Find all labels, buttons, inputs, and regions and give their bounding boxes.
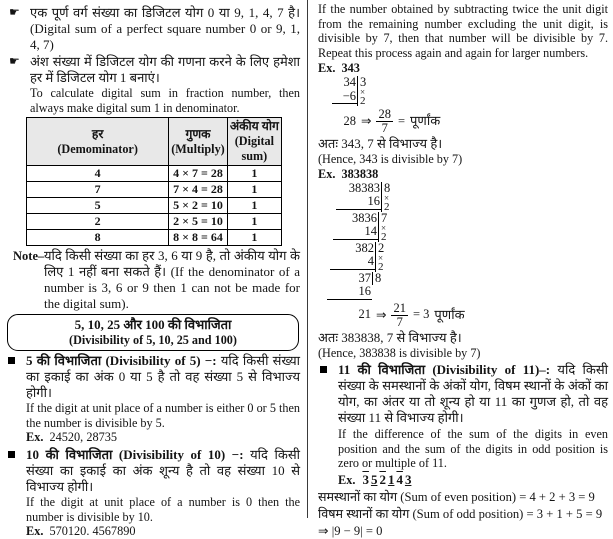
step-left	[330, 242, 375, 270]
example-values: 570120. 4567890	[49, 524, 136, 538]
example-label: Ex.	[318, 166, 336, 181]
integer-label: पूर्णांक	[410, 113, 441, 128]
pointing-hand-icon: ☛	[9, 5, 20, 19]
product: 14	[364, 224, 377, 238]
digit-overlined: 2	[379, 471, 386, 487]
times-sign: ×	[381, 222, 387, 233]
sum-even-position-line: समस्थानों का योग (Sum of even position) = 4 + 2 + 3 = 9	[318, 489, 595, 504]
square-bullet-icon	[8, 357, 15, 364]
section-hindi-text: यदि किसी संख्या के समस्थानों के अंकों योग, विषम स्थानों के अंकों का योग, का अंतर या तो शून्य हो या 11 का गुणज हो, तो वह संख्या 11 से विभाज्य होगी।	[338, 362, 608, 425]
step-left	[336, 182, 381, 210]
step-right	[381, 182, 390, 212]
equals-sign: = 3	[412, 307, 430, 321]
marked-digits	[361, 473, 412, 487]
cell: 1	[227, 230, 281, 246]
header-multiply	[169, 118, 228, 166]
step-row	[324, 212, 608, 242]
digit-overlined: 3	[362, 471, 369, 487]
multiplier-2: 2	[381, 230, 387, 243]
digit-underlined: 1	[387, 471, 395, 487]
implies-arrow: ⇒	[376, 307, 387, 322]
section-divisibility-of-10	[6, 447, 300, 539]
example-value: 383838	[341, 166, 379, 181]
right-column	[308, 0, 613, 538]
step-left	[333, 212, 378, 240]
step-left	[327, 272, 372, 300]
work-343	[332, 76, 608, 106]
example-383838-line	[318, 167, 608, 182]
section-heading: 10 की विभाजिता (Divisibility of 10) −:	[26, 447, 244, 462]
example-line	[26, 430, 300, 445]
example-label: Ex.	[338, 472, 356, 487]
cell: 5	[27, 198, 169, 214]
difference-zero-line: ⇒ |9 − 9| = 0	[318, 523, 383, 538]
bullet-text-hindi: अंश संख्या में डिजिटल योग की गणना करने के लिए हमेशा हर में डिजिटल योग 1 बनाएं।	[30, 54, 300, 85]
bullet-item-fraction-digital-sum	[6, 54, 300, 115]
table-row	[27, 198, 282, 214]
fraction-numerator: 28	[378, 107, 391, 121]
bullet-item-digital-sum-square	[6, 5, 300, 53]
cell: 2 × 5 = 10	[169, 214, 228, 230]
section-hindi-text: यदि किसी संख्या का इकाई का अंक शून्य है तो वह संख्या 10 से विभाज्य होगी।	[26, 447, 300, 494]
step-row	[324, 272, 608, 300]
section-english-text: If the digit at unit place of a number is either 0 or 5 then the number is divisible by 5.	[26, 401, 300, 430]
digit-underlined: 3	[404, 471, 412, 487]
cell: 1	[227, 198, 281, 214]
multiplier-2: 2	[360, 95, 366, 107]
cell: 8 × 8 = 64	[169, 230, 228, 246]
subtrahend: −6	[342, 88, 356, 103]
minuend: 3836	[352, 210, 377, 225]
table-header-row	[27, 118, 282, 166]
work-383838	[324, 182, 608, 329]
hence-383838-hindi: अतः 383838, 7 से विभाज्य है।	[318, 329, 462, 345]
section-paragraph	[338, 362, 608, 426]
multiplier-2: 2	[378, 260, 384, 273]
unit-digit: 7	[381, 210, 388, 225]
note-label: Note–	[13, 249, 45, 263]
times-sign: ×	[384, 192, 390, 203]
times-sign: ×	[378, 252, 384, 263]
step-right	[378, 212, 387, 242]
example-label: Ex.	[26, 430, 44, 444]
note-text: यदि किसी संख्या का हर 3, 6 या 9 है, तो अंकीय योग के लिए 1 नहीं बना सकते हैं। (If the denominator of a number is 3, 6 or 9 then 1 can not be made for the digital sum).	[44, 248, 300, 311]
section-paragraph	[26, 447, 300, 495]
minuend: 382	[355, 240, 374, 255]
denominator-multiply-table	[26, 117, 282, 246]
work-343-left	[332, 76, 357, 104]
step-row	[324, 242, 608, 272]
minuend: 34	[343, 75, 356, 89]
example-values: 24520, 28735	[49, 430, 118, 444]
cell: 5 × 2 = 10	[169, 198, 228, 214]
hence-343-english: (Hence, 343 is divisible by 7)	[318, 152, 463, 166]
example-label: Ex.	[26, 524, 44, 538]
box-title-hindi: 5, 10, 25 और 100 की विभाजिता	[74, 317, 232, 332]
example-value: 343	[341, 61, 360, 75]
table-row	[27, 182, 282, 198]
unit-digit: 2	[378, 240, 385, 255]
bullet-text-english: To calculate digital sum in fraction number, then always make digital sum 1 in denominator.	[30, 86, 300, 115]
step-right	[372, 272, 381, 285]
section-hindi-text: यदि किसी संख्या का इकाई का अंक 0 या 5 है तो वह संख्या 5 से विभाज्य होगी।	[26, 353, 300, 400]
work-383838-result	[324, 301, 608, 329]
header-en: (Digital sum)	[234, 134, 274, 163]
example-343-line	[318, 61, 608, 76]
header-hi: हर	[91, 126, 104, 141]
cell: 8	[27, 230, 169, 246]
section-english-text: If the digit at unit place of a number is 0 then the number is divisible by 10.	[26, 495, 300, 524]
subtraction-step	[336, 182, 390, 212]
note-block	[6, 248, 300, 312]
hence-343-hindi: अतः 343, 7 से विभाज्य है।	[318, 136, 443, 151]
difference-result: 21	[358, 307, 371, 321]
table-row	[27, 166, 282, 182]
work-343-right	[357, 76, 366, 106]
example-line	[26, 524, 300, 539]
step-right	[375, 242, 384, 272]
cell: 1	[227, 214, 281, 230]
cell: 7 × 4 = 28	[169, 182, 228, 198]
product: 16	[367, 194, 380, 208]
times-sign: ×	[360, 87, 366, 97]
fraction-28-over-7	[376, 107, 393, 135]
implies-arrow: ⇒	[361, 114, 372, 128]
hence-383838-english: (Hence, 383838 is divisible by 7)	[318, 345, 481, 360]
header-en: (Demominator)	[57, 141, 138, 156]
section-heading: 11 की विभाजिता (Divisibility of 11)–:	[338, 362, 551, 377]
minuend: 38383	[348, 180, 380, 195]
fraction-numerator: 21	[393, 300, 406, 315]
digit-overlined: 4	[396, 471, 403, 487]
unit-digit: 8	[375, 270, 382, 285]
equals-sign: =	[397, 113, 406, 128]
cell: 2	[27, 214, 169, 230]
table-row	[27, 214, 282, 230]
section-paragraph	[26, 353, 300, 401]
subtraction-step	[330, 242, 384, 272]
difference-result: 28	[343, 113, 356, 128]
subtraction-step	[327, 272, 381, 300]
product: 16	[358, 284, 371, 298]
header-hi: गुणक	[185, 126, 211, 141]
fraction-denominator: 7	[381, 121, 388, 135]
unit-digit: 3	[360, 75, 367, 89]
step-row	[324, 182, 608, 212]
integer-label: पूर्णांक	[434, 306, 465, 322]
section-divisibility-of-11	[318, 362, 608, 488]
section-english-text: If the difference of the sum of the digits in even position and the sum of the digits in odd position is zero or multiple of 11.	[338, 427, 608, 470]
fraction-denominator: 7	[396, 314, 403, 329]
bullet-text: एक पूर्ण वर्ग संख्या का डिजिटल योग 0 या 9, 1, 4, 7 है। (Digital sum of a perfect square number 0 or 9, 1, 4, 7)	[30, 5, 300, 52]
header-hi: अंकीय योग	[229, 119, 279, 133]
divisibility-title-box	[7, 314, 299, 351]
pointing-hand-icon: ☛	[9, 54, 20, 68]
box-title-english: (Divisibility of 5, 10, 25 and 100)	[69, 333, 237, 347]
section-heading: 5 की विभाजिता (Divisibility of 5) −:	[26, 353, 217, 368]
header-denominator	[27, 118, 169, 166]
multiplier-2: 2	[384, 200, 390, 213]
square-bullet-icon	[320, 366, 327, 373]
section-divisibility-of-5	[6, 353, 300, 445]
cell: 1	[227, 182, 281, 198]
divisibility-of-7-rule-text: If the number obtained by subtracting twice the unit digit from the remaining number excluding the unit digit, is divisible by 7, then that number will be divisible by 7. Repeat this process again and again for larger numbers.	[318, 2, 608, 60]
sum-odd-position-line: विषम स्थानों का योग (Sum of odd position) = 3 + 1 + 5 = 9	[318, 506, 603, 521]
product: 4	[367, 254, 374, 268]
cell: 4 × 7 = 28	[169, 166, 228, 182]
cell: 7	[27, 182, 169, 198]
subtraction-step	[333, 212, 387, 242]
header-en: (Multiply)	[171, 141, 225, 156]
digit-underlined: 5	[370, 471, 378, 487]
cell: 1	[227, 166, 281, 182]
work-343-result	[332, 107, 608, 135]
minuend: 37	[358, 270, 371, 285]
unit-digit: 8	[384, 180, 391, 195]
example-11-line	[338, 472, 608, 488]
cell: 4	[27, 166, 169, 182]
example-label: Ex.	[318, 61, 336, 75]
fraction-21-over-7	[391, 301, 408, 329]
table-row	[27, 230, 282, 246]
header-digital-sum	[227, 118, 281, 166]
square-bullet-icon	[8, 451, 15, 458]
